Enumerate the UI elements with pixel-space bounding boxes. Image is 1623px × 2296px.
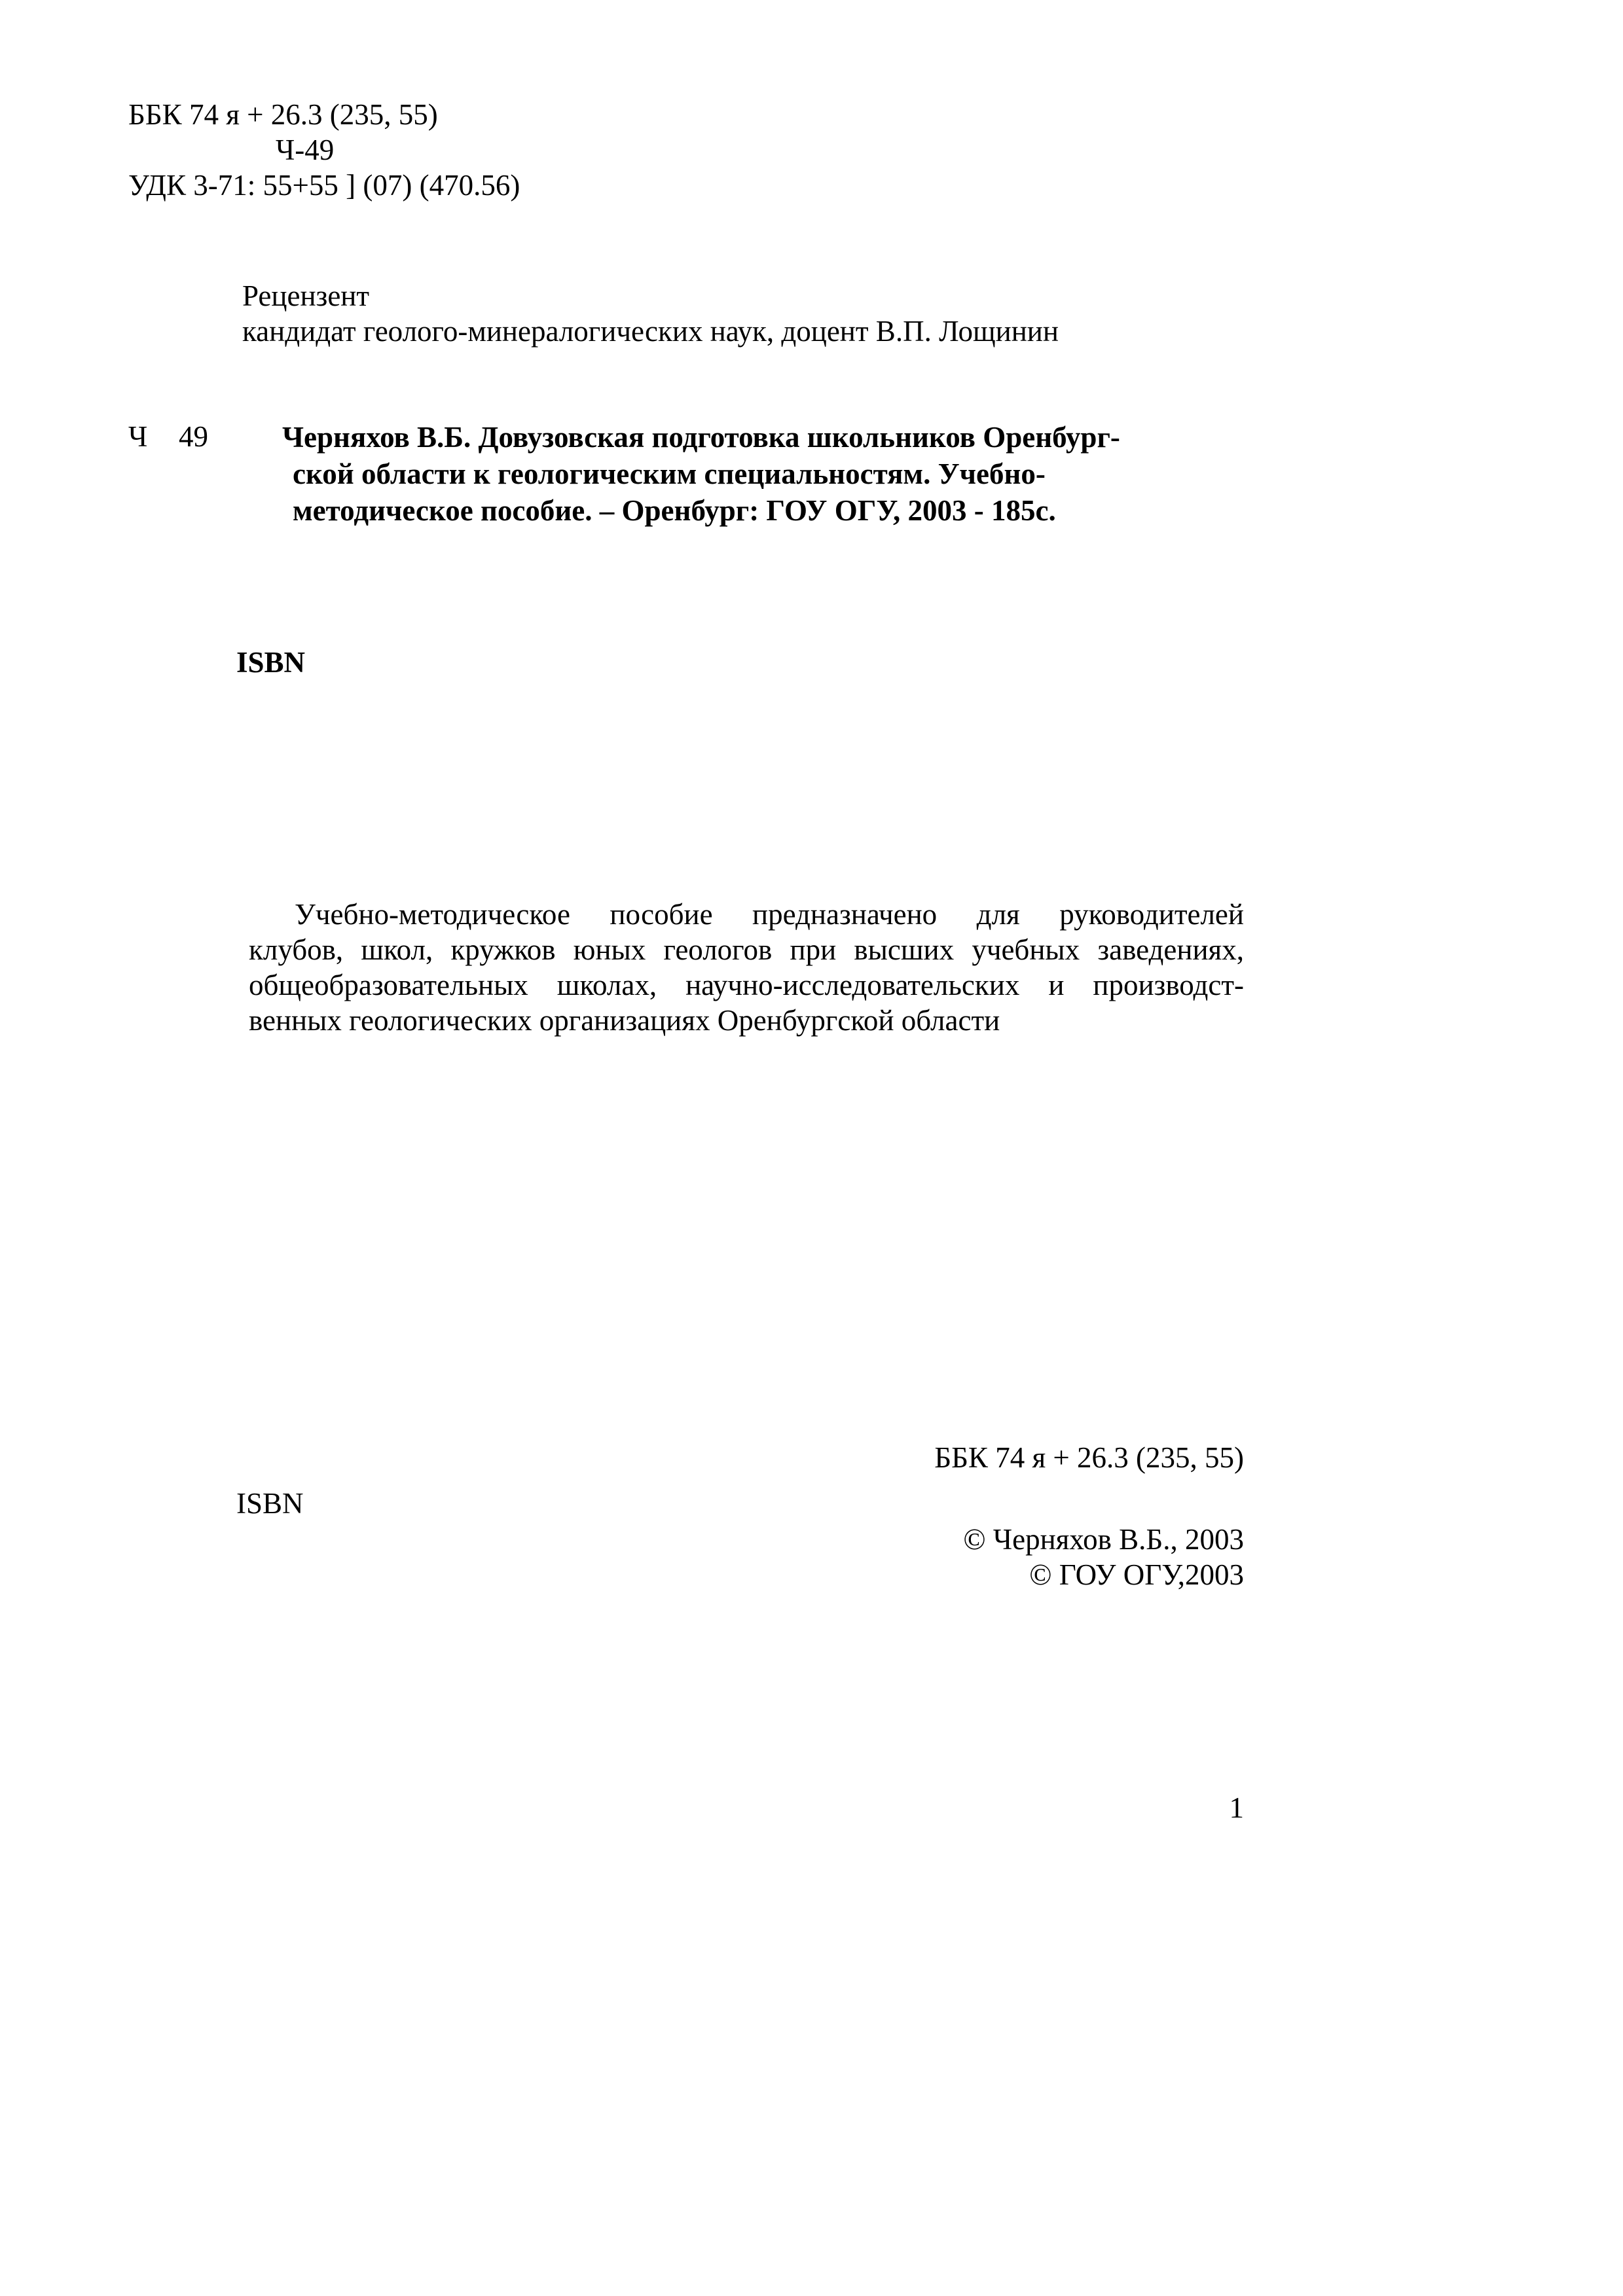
- bbk-index: ББК 74 я + 26.3 (235, 55): [128, 98, 438, 131]
- isbn-label: ISBN: [236, 646, 306, 679]
- bibliographic-line: методическое пособие. – Оренбург: ГОУ ОГУ, 2003 - 185с.: [293, 494, 1056, 527]
- copyright-organization: © ГОУ ОГУ,2003: [1029, 1558, 1244, 1591]
- footer-isbn-label: ISBN: [236, 1487, 304, 1520]
- reviewer-name: кандидат геолого-минералогических наук, доцент В.П. Лощинин: [242, 315, 1059, 348]
- abstract-line: клубов, школ, кружков юных геологов при высших учебных заведениях,: [249, 933, 1244, 966]
- abstract-line: общеобразовательных школах, научно-исследовательских и производст-: [249, 969, 1244, 1001]
- footer-bbk-index: ББК 74 я + 26.3 (235, 55): [934, 1441, 1244, 1474]
- copyright-author: © Черняхов В.Б., 2003: [963, 1523, 1244, 1556]
- author-cipher: Ч-49: [276, 134, 335, 166]
- abstract-line: венных геологических организациях Оренбургской области: [249, 1004, 1000, 1037]
- bibliographic-line: Черняхов В.Б. Довузовская подготовка школьников Оренбург-: [282, 421, 1120, 454]
- udk-index: УДК 3-71: 55+55 ] (07) (470.56): [128, 169, 520, 202]
- abstract-line: Учебно-методическое пособие предназначено для руководителей: [295, 898, 1244, 931]
- bibliographic-line: ской области к геологическим специальностям. Учебно-: [293, 457, 1046, 490]
- reviewer-label: Рецензент: [242, 279, 370, 312]
- library-cipher-letter: Ч: [128, 420, 148, 453]
- page-number: 1: [1229, 1791, 1244, 1824]
- bibliographic-entry: [282, 419, 1258, 529]
- abstract-paragraph: [249, 897, 1244, 1038]
- library-cipher-number: 49: [179, 420, 208, 453]
